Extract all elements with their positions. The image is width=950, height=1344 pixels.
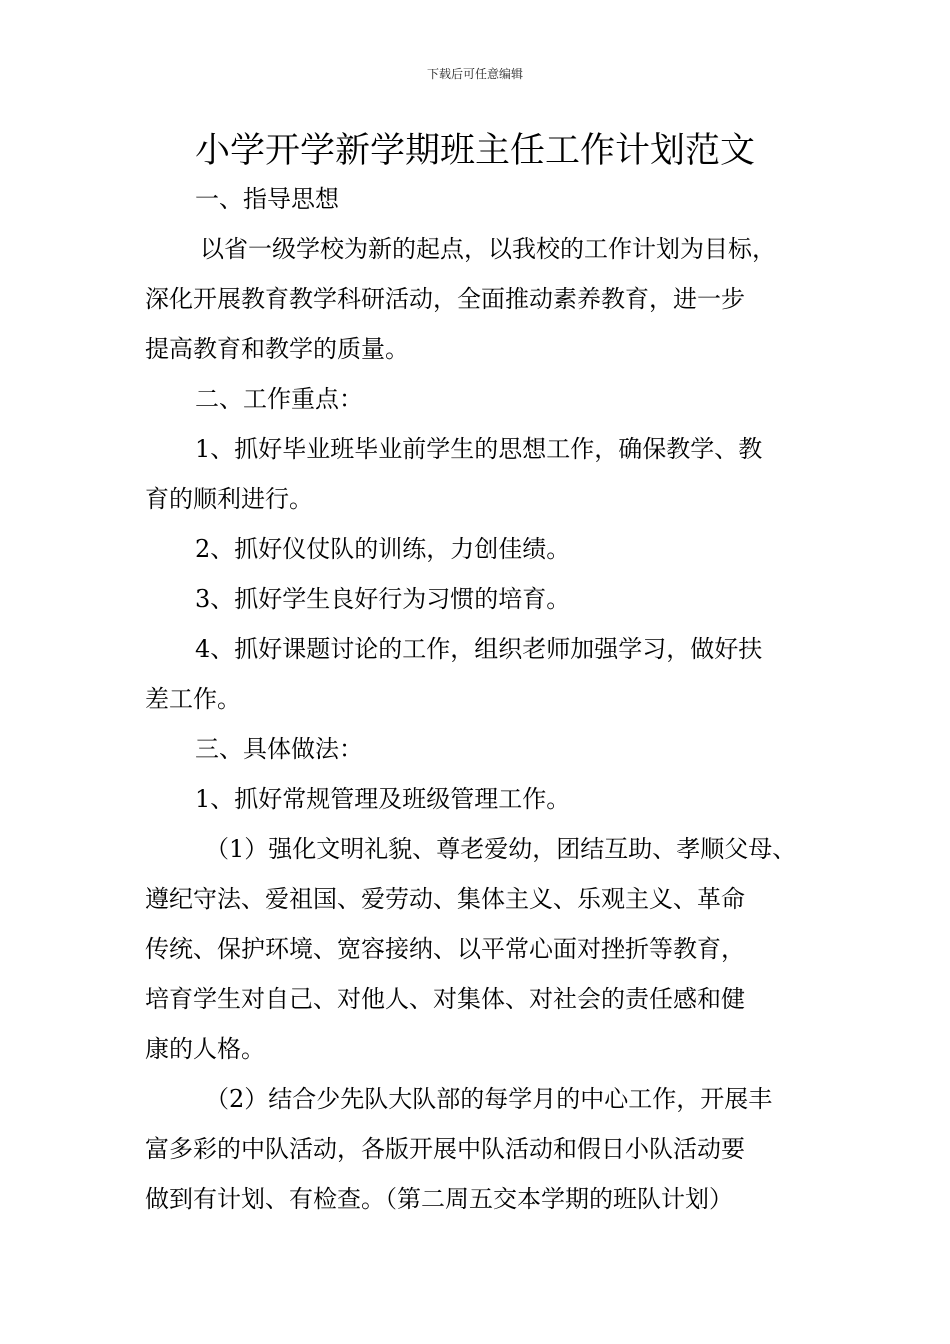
- section-heading-3: 三、具体做法：: [195, 735, 363, 763]
- list-item-line: 差工作。: [145, 685, 241, 713]
- paragraph-line: （2）结合少先队大队部的每学月的中心工作，开展丰: [205, 1085, 773, 1113]
- paragraph-line: 培育学生对自己、对他人、对集体、对社会的责任感和健: [145, 985, 745, 1013]
- paragraph-line: 康的人格。: [145, 1035, 265, 1063]
- paragraph-line: 富多彩的中队活动，各版开展中队活动和假日小队活动要: [145, 1135, 745, 1163]
- list-item: 1、抓好常规管理及班级管理工作。: [195, 785, 571, 813]
- paragraph-line: 传统、保护环境、宽容接纳、以平常心面对挫折等教育，: [145, 935, 745, 963]
- list-item-line: 1、抓好毕业班毕业前学生的思想工作，确保教学、教: [195, 435, 763, 463]
- header-note: 下载后可任意编辑: [426, 67, 523, 81]
- paragraph-line: 以省一级学校为新的起点，以我校的工作计划为目标，: [200, 235, 776, 263]
- document-body: [145, 174, 835, 1224]
- list-item: 3、抓好学生良好行为习惯的培育。: [195, 585, 571, 613]
- paragraph-line: 做到有计划、有检查。（第二周五交本学期的班队计划）: [145, 1185, 733, 1213]
- section-heading-2: 二、工作重点：: [195, 385, 363, 413]
- list-item-line: 4、抓好课题讨论的工作，组织老师加强学习，做好扶: [195, 635, 763, 663]
- paragraph-line: （1）强化文明礼貌、尊老爱幼，团结互助、孝顺父母、: [205, 835, 797, 863]
- list-item: 2、抓好仪仗队的训练，力创佳绩。: [195, 535, 571, 563]
- list-item-line: 育的顺利进行。: [145, 485, 313, 513]
- section-heading-1: 一、指导思想: [195, 185, 339, 213]
- document-title: 小学开学新学期班主任工作计划范文: [194, 131, 755, 171]
- paragraph-line: 提高教育和教学的质量。: [145, 335, 409, 363]
- paragraph-line: 深化开展教育教学科研活动，全面推动素养教育，进一步: [145, 285, 745, 313]
- paragraph-line: 遵纪守法、爱祖国、爱劳动、集体主义、乐观主义、革命: [145, 885, 745, 913]
